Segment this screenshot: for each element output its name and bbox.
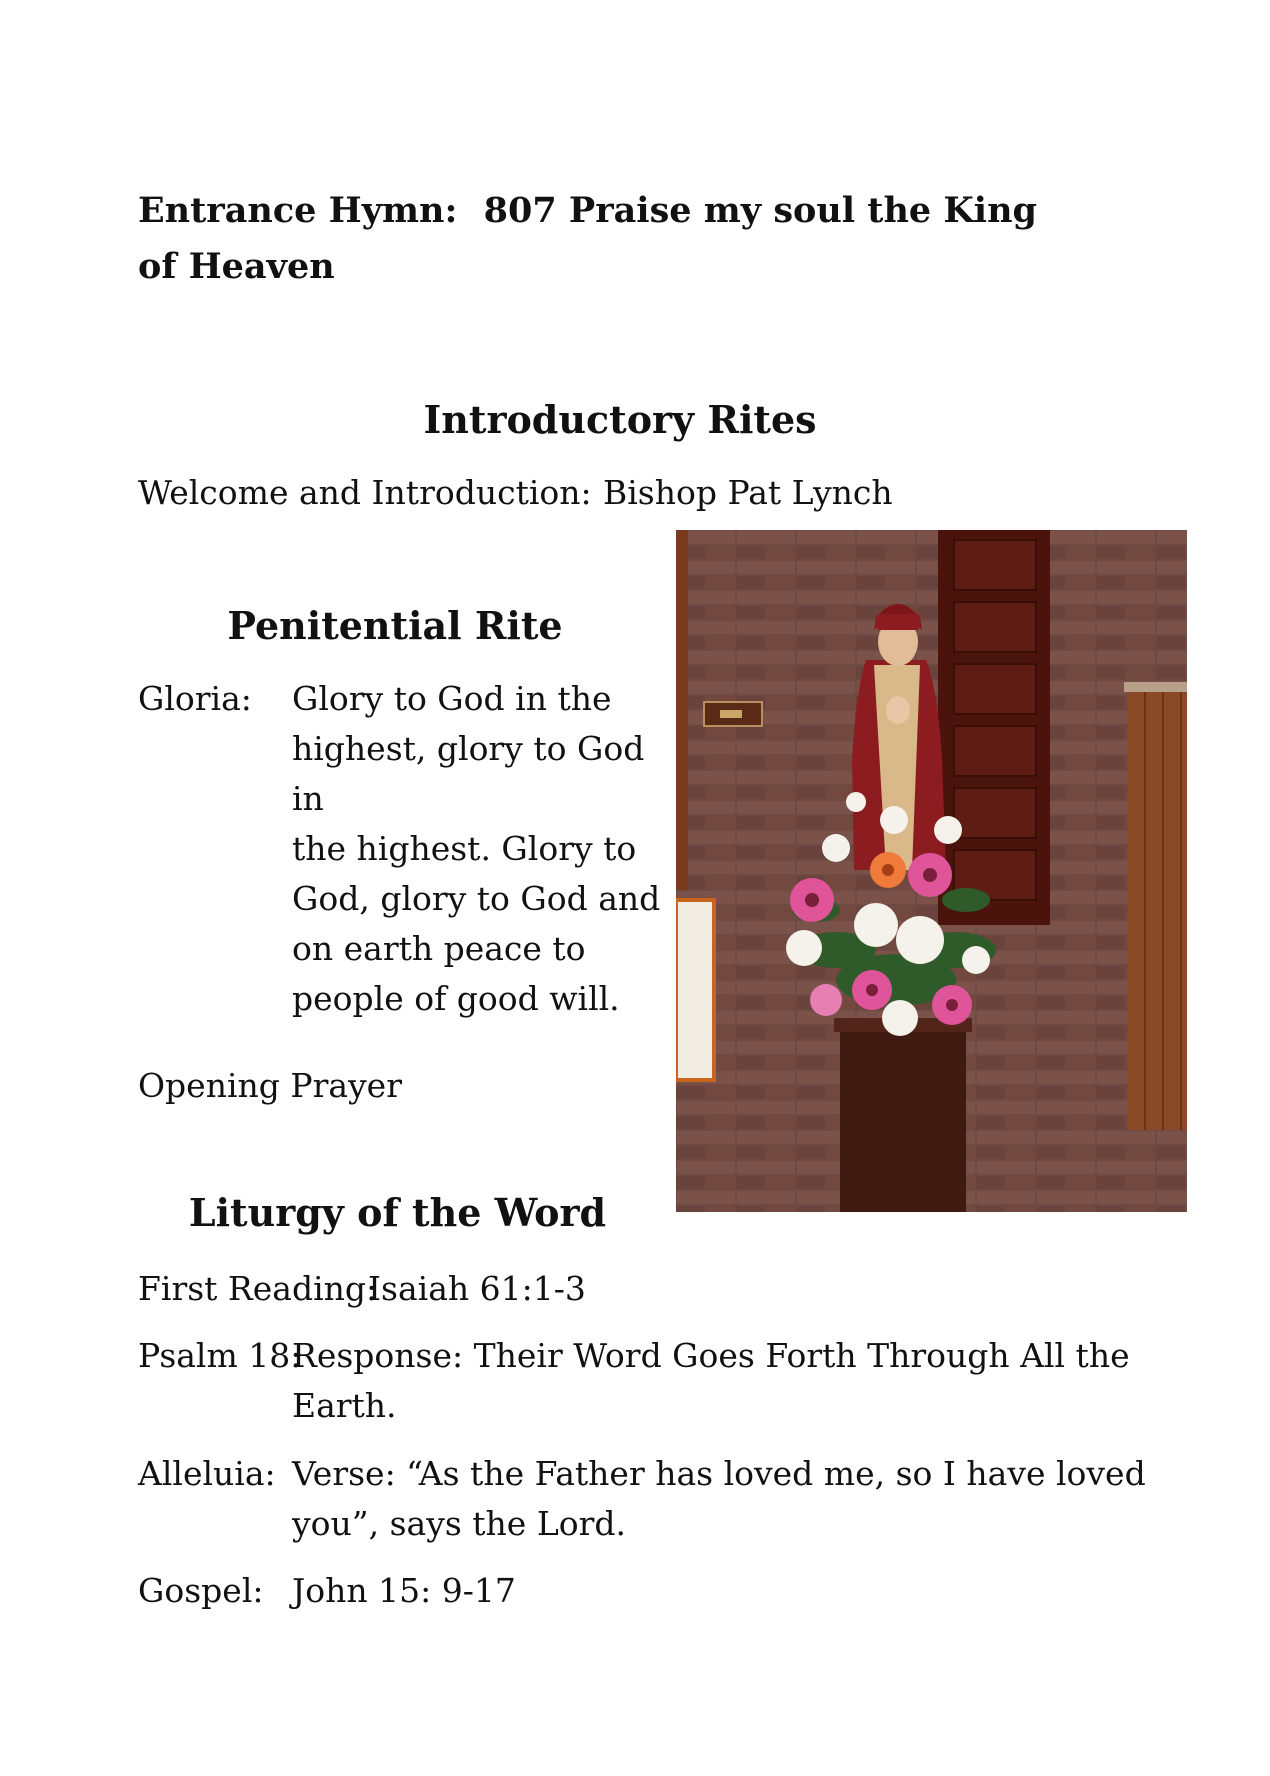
psalm-line: Response: Their Word Goes Forth Through All the <box>292 1336 1130 1375</box>
gloria-line: Glory to God in the <box>292 679 612 718</box>
alleluia-verse <box>292 1449 1232 1549</box>
gloria-line: on earth peace to <box>292 929 586 968</box>
welcome-value: Bishop Pat Lynch <box>603 473 893 512</box>
entrance-hymn-title: 807 Praise my soul the King of Heaven <box>138 190 1037 287</box>
gospel-label: Gospel: <box>138 1571 264 1610</box>
gloria-text <box>292 674 672 1024</box>
entrance-hymn-label: Entrance Hymn: <box>138 190 458 231</box>
alleluia-line: Verse: “As the Father has loved me, so I have loved <box>292 1454 1146 1493</box>
penitential-rite-heading: Penitential Rite <box>227 603 563 648</box>
psalm-line: Earth. <box>292 1386 397 1425</box>
liturgy-of-the-word-heading: Liturgy of the Word <box>188 1190 607 1235</box>
first-reading-value: Isaiah 61:1-3 <box>368 1269 586 1308</box>
opening-prayer: Opening Prayer <box>138 1066 402 1105</box>
gloria-line: God, glory to God and <box>292 879 661 918</box>
gospel-value: John 15: 9-17 <box>292 1571 516 1610</box>
gloria-label: Gloria: <box>138 679 252 718</box>
gloria-line: the highest. Glory to <box>292 829 637 868</box>
welcome-label: Welcome and Introduction: <box>138 473 592 512</box>
entrance-hymn <box>138 183 1038 295</box>
psalm-response <box>292 1331 1192 1431</box>
alleluia-line: you”, says the Lord. <box>292 1504 626 1543</box>
gloria-line: highest, glory to God in <box>292 729 645 818</box>
gloria-line: people of good will. <box>292 979 620 1018</box>
first-reading-label: First Reading: <box>138 1269 378 1308</box>
alleluia-label: Alleluia: <box>138 1454 276 1493</box>
psalm-label: Psalm 18: <box>138 1336 302 1375</box>
introductory-rites-heading: Introductory Rites <box>423 397 817 442</box>
statue-photo <box>676 530 1187 1212</box>
